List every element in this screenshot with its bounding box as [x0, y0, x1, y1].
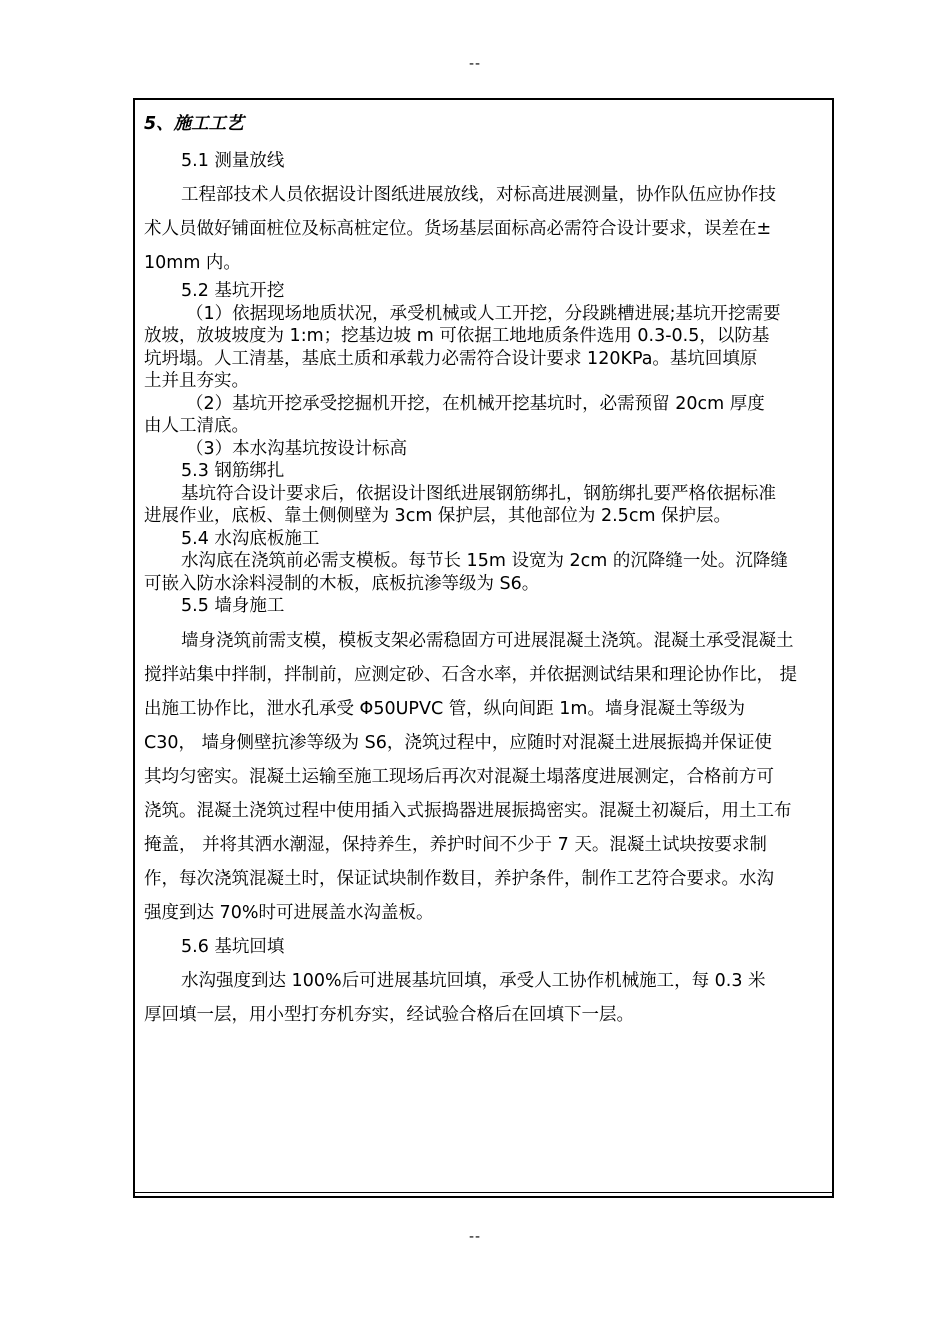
page-marker-bottom: -- [468, 1229, 482, 1245]
heading-5-6: 5.6 基坑回填 [181, 936, 285, 957]
heading-5-4: 5.4 水沟底板施工 [181, 528, 320, 549]
paragraph-line: 基坑符合设计要求后，依据设计图纸进展钢筋绑扎，钢筋绑扎要严格依据标准 [181, 483, 776, 504]
paragraph-line: 出施工协作比，泄水孔承受 Φ50UPVC 管，纵向间距 1m。墙身混凝土等级为 [144, 698, 745, 719]
paragraph-line: 进展作业，底板、靠土侧侧壁为 3cm 保护层，其他部位为 2.5cm 保护层。 [144, 506, 732, 526]
paragraph-line: 坑坍塌。人工清基，基底土质和承载力必需符合设计要求 120KPa。基坑回填原 [144, 348, 758, 369]
paragraph-line: 工程部技术人员依据设计图纸进展放线，对标高进展测量，协作队伍应协作技 [181, 185, 776, 205]
page-marker-top: -- [468, 56, 482, 72]
paragraph-line: 搅拌站集中拌制，拌制前，应测定砂、石含水率，并依据测试结果和理论协作比， 提 [144, 664, 798, 685]
document-body [144, 108, 834, 1032]
paragraph-line: 水沟底在浇筑前必需支模板。每节长 15m 设宽为 2cm 的沉降缝一处。沉降缝 [181, 551, 788, 571]
heading-5-3: 5.3 钢筋绑扎 [181, 461, 285, 481]
section-title: 5、施工工艺 [144, 114, 244, 134]
paragraph-line: 厚回填一层，用小型打夯机夯实，经试验合格后在回填下一层。 [144, 1004, 634, 1025]
paragraph-line: C30， 墙身侧壁抗渗等级为 S6，浇筑过程中，应随时对混凝土进展振捣并保证使 [144, 732, 772, 753]
paragraph-line: 放坡，放坡坡度为 1:m；挖基边坡 m 可依据工地地质条件选用 0.3-0.5，以防基 [144, 326, 770, 346]
paragraph-line: （2）基坑开挖承受挖掘机开挖，在机械开挖基坑时，必需预留 20cm 厚度 [186, 393, 765, 414]
paragraph-line: （1）依据现场地质状况，承受机械或人工开挖，分段跳槽进展;基坑开挖需要 [186, 303, 781, 324]
paragraph-line: 作，每次浇筑混凝土时，保证试块制作数目，养护条件，制作工艺符合要求。水沟 [144, 868, 774, 889]
paragraph-line: 强度到达 70%时可进展盖水沟盖板。 [144, 902, 434, 923]
heading-5-1: 5.1 测量放线 [181, 151, 285, 171]
paragraph-line: 其均匀密实。混凝土运输至施工现场后再次对混凝土塌落度进展测定，合格前方可 [144, 766, 774, 787]
paragraph-line: 水沟强度到达 100%后可进展基坑回填，承受人工协作机械施工，每 0.3 米 [181, 970, 766, 991]
heading-5-5: 5.5 墙身施工 [181, 596, 285, 616]
frame-bottom-rule [135, 1192, 832, 1193]
paragraph-line: 土并且夯实。 [144, 371, 249, 391]
paragraph-line: 术人员做好铺面桩位及标高桩定位。货场基层面标高必需符合设计要求，误差在± [144, 219, 772, 239]
paragraph-line: 可嵌入防水涂料浸制的木板，底板抗渗等级为 S6。 [144, 573, 540, 594]
paragraph-line: （3）本水沟基坑按设计标高 [186, 438, 408, 459]
paragraph-line: 浇筑。混凝土浇筑过程中使用插入式振捣器进展振捣密实。混凝土初凝后，用土工布 [144, 800, 792, 821]
paragraph-line: 掩盖， 并将其洒水潮湿，保持养生，养护时间不少于 7 天。混凝土试块按要求制 [144, 834, 767, 855]
paragraph-line: 墙身浇筑前需支模，模板支架必需稳固方可进展混凝土浇筑。混凝土承受混凝土 [181, 630, 794, 651]
heading-5-2: 5.2 基坑开挖 [181, 281, 285, 301]
paragraph-line: 10mm 内。 [144, 253, 241, 273]
paragraph-line: 由人工清底。 [144, 416, 249, 436]
